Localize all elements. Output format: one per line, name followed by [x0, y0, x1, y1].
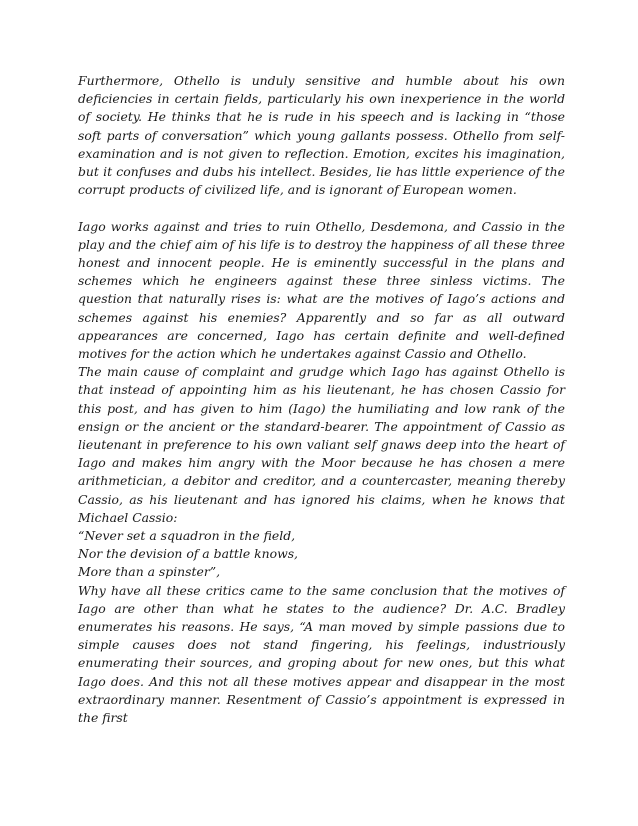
paragraph-cassio-appointment: The main cause of complaint and grudge which Iago has against Othello is that instead of appointing him as his lieutenant, he has chosen Cassio for this post, and has given to him (Iago) the humiliating and low rank of the ensign or the ancient or the standard-bearer. The appointment of Cassio as lieutenant in preference to his own valiant self gnaws deep into the heart of Iago and makes him angry with the Moor because he has chosen a mere arithmetician, a debitor and creditor, and a countercaster, meaning thereby Cassio, as his lieutenant and has ignored his claims, when he knows that Michael Cassio: [78, 364, 565, 525]
document-page [78, 72, 565, 727]
quote-line-2: Nor the devision of a battle knows, [78, 546, 298, 562]
paragraph-iago-motives: Iago works against and tries to ruin Othello, Desdemona, and Cassio in the play and the chief aim of his life is to destroy the happiness of all these three honest and innocent people. He is eminently successful in the plans and schemes which he engineers against these three sinless victims. The question that naturally rises is: what are the motives of Iago’s actions and schemes against his enemies? Apparently and so far as all outward appearances are concerned, Iago has certain definite and well-defined motives for the action which he undertakes against Cassio and Othello. [78, 218, 565, 362]
quote-line-1: “Never set a squadron in the field, [78, 528, 296, 544]
paragraph-spacer [78, 199, 565, 217]
paragraph-bradley-reasons: Why have all these critics came to the same conclusion that the motives of Iago are other than what he states to the audience? Dr. A.C. Bradley enumerates his reasons. He says, “A man moved by simple passions due to simple causes does not stand fingering, his feelings, industriously enumerating their sources, and groping about for new ones, but this what Iago does. And this not all these motives appear and disappear in the most extraordinary manner. Resentment of Cassio’s appointment is expressed in the first [78, 582, 565, 726]
quote-line-3: More than a spinster”, [78, 564, 221, 580]
quote-block [78, 527, 565, 582]
paragraph-othello-sensitivity: Furthermore, Othello is unduly sensitive and humble about his own deficiencies in certain fields, particularly his own inexperience in the world of society. He thinks that he is rude in his speech and is lacking in “those soft parts of conversation” which young gallants possess. Othello from self-examination and is not given to reflection. Emotion, excites his imagination, but it confuses and dubs his intellect. Besides, lie has little experience of the corrupt products of civilized life, and is ignorant of European women. [78, 73, 565, 198]
